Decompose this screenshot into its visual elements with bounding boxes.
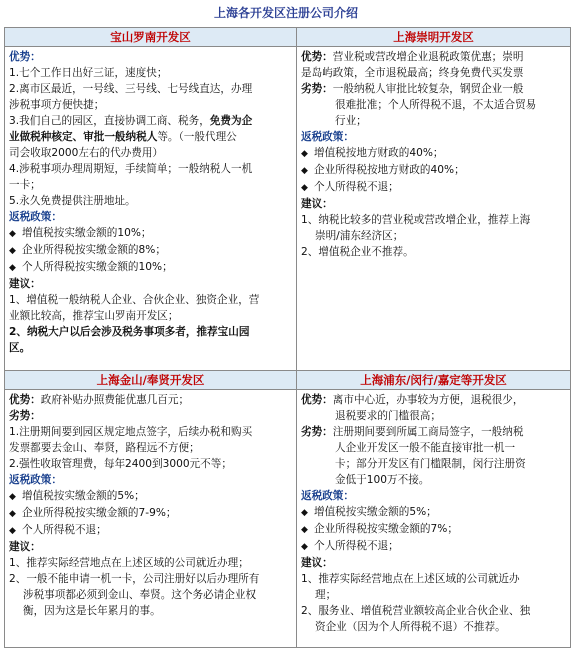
text: 企业所得税按实缴金额的7%； [314,523,458,535]
diamond-bullet-icon: ◆ [301,183,308,193]
disadvantage-item: 2.强性收取管理费，每年2400到3000元不等； [9,458,232,470]
suggestion-item: 2、纳税大户以后会涉及税务事项多者，推荐宝山园 [9,326,250,338]
text: 个人所得税不退； [314,181,399,193]
disadvantage-item: 1.注册期间要到园区规定地点签字，后续办税和购买 [9,426,253,438]
text: 个人所得税不退； [314,540,399,552]
panel-body [297,47,570,260]
suggestion-heading: 建议： [301,557,333,569]
advantage-line [9,392,292,408]
panel-title: 上海崇明开发区 [297,28,570,47]
advantage-item: 司会收取2000左右的代办费用） [9,147,164,159]
panel-title: 宝山罗南开发区 [5,28,296,47]
diamond-bullet-icon: ◆ [301,525,308,535]
text: 个人所得税不退； [22,524,107,536]
diamond-bullet-icon: ◆ [9,509,16,519]
diamond-bullet-icon: ◆ [301,508,308,518]
suggestion-item: 业额比较高，推荐宝山罗南开发区； [9,310,179,322]
diamond-bullet-icon: ◆ [9,492,16,502]
suggestion-heading: 建议： [9,541,41,553]
advantage-line [301,49,566,65]
suggestion-item: 2、增值税企业不推荐。 [301,246,414,258]
panel-pudong [297,371,571,648]
text: 一般纳税人审批比较复杂，钢贸企业一般 [332,83,524,95]
advantage-item: 2.离市区最近，一号线、三号线、七号线直达，办理 [9,83,253,95]
diamond-bullet-icon: ◆ [9,246,16,256]
text: 增值税按地方财政的40%； [314,147,444,159]
disadvantage-item: 发票都要去金山、奉贤，路程远不方便； [9,442,200,454]
advantage-line [301,392,566,408]
panel-chongming [297,28,571,371]
rebate-heading: 返税政策： [9,211,62,223]
advantage-item: 1.七个工作日出好三证，速度快； [9,67,168,79]
text: 离市中心近，办事较为方便，退税很少， [332,394,524,406]
disadvantage-line: 很难批准；个人所得税不退，不太适合贸易 [335,99,537,111]
text: 注册期间要到所属工商局签字，一般纳税 [332,426,524,438]
panel-baoshan [5,28,297,371]
disadvantages-heading: 劣势： [9,410,41,422]
rebate-heading: 返税政策： [301,131,354,143]
suggestion-heading: 建议： [9,278,41,290]
suggestion-item: 衡，因为这是长年累月的事。 [23,605,161,617]
panel-body [297,390,570,635]
rebate-item [9,488,292,505]
advantages-label: 优势： [9,394,41,406]
rebate-item [301,538,566,555]
page-title: 上海各开发区注册公司介绍 [0,0,572,27]
disadvantage-line [301,424,566,440]
rebate-heading: 返税政策： [9,474,62,486]
panel-title: 上海浦东/闵行/嘉定等开发区 [297,371,570,390]
suggestion-item: 区。 [9,342,31,354]
suggestion-item: 涉税事项都必须到金山、奉贤。这个务必请企业权 [23,589,257,601]
text: 增值税按实缴金额的5%； [314,506,437,518]
text: 增值税按实缴金额的10%； [22,227,152,239]
text: 增值税按实缴金额的5%； [22,490,145,502]
panel-body [5,390,296,619]
advantage-item [9,129,292,145]
disadvantage-line: 金低于100万不接。 [335,474,430,486]
suggestion-item: 1、纳税比较多的营业税或营改增企业，推荐上海 [301,214,531,226]
suggestion-item: 理； [315,589,337,601]
diamond-bullet-icon: ◆ [9,229,16,239]
suggestion-item: 2、一般不能申请一机一卡，公司注册好以后办理所有 [9,573,260,585]
advantage-item: 5.永久免费提供注册地址。 [9,195,136,207]
diamond-bullet-icon: ◆ [9,526,16,536]
rebate-item [301,145,566,162]
panel-body [5,47,296,356]
advantages-label: 优势： [301,51,333,63]
rebate-item [301,521,566,538]
advantage-item: 涉税事项方便快捷； [9,99,105,111]
diamond-bullet-icon: ◆ [301,149,308,159]
advantage-item: 一卡； [9,179,41,191]
rebate-item [301,179,566,196]
suggestion-item: 1、推荐实际经营地点在上述区域的公司就近办 [301,573,520,585]
suggestion-item: 1、推荐实际经营地点在上述区域的公司就近办理； [9,557,249,569]
panel-title: 上海金山/奉贤开发区 [5,371,296,390]
rebate-item [301,162,566,179]
diamond-bullet-icon: ◆ [9,263,16,273]
suggestion-item: 崇明/浦东经济区； [315,230,404,242]
rebate-item [9,522,292,539]
suggestion-heading: 建议： [301,198,333,210]
text: 企业所得税按实缴金额的8%； [22,244,166,256]
suggestion-item: 1、增值税一般纳税人企业、合伙企业、独资企业，营 [9,294,260,306]
rebate-item [9,505,292,522]
disadvantage-line: 卡；部分开发区有门槛限制，闵行注册资 [335,458,526,470]
disadvantages-label: 劣势： [301,426,333,438]
text: 营业税或营改增企业退税政策优惠；崇明 [332,51,524,63]
disadvantage-line: 人企业开发区一般不能直接审批一机一 [335,442,516,454]
advantage-item: 4.涉税事项办理周期短，手续简单；一般纳税人一机 [9,163,253,175]
advantage-item [9,113,292,129]
diamond-bullet-icon: ◆ [301,166,308,176]
text: 3.我们自己的园区，直接协调工商、税务， [9,115,210,127]
advantage-line: 是岛屿政策，全市退税最高；终身免费代买发票 [301,67,524,79]
rebate-item [9,225,292,242]
advantage-line: 退税要求的门槛很高； [335,410,441,422]
rebate-item [9,259,292,276]
advantages-heading: 优势： [9,51,41,63]
emphasis-text: 业做税种核定、审批一般纳税人 [9,131,158,143]
disadvantage-line: 行业； [335,115,367,127]
panel-jinshan [5,371,297,648]
zones-table [4,27,571,648]
text: 政府补贴办照费能优惠几百元； [40,394,190,406]
text: 企业所得税按实缴金额的7-9%； [22,507,177,519]
rebate-item [301,504,566,521]
rebate-item [9,242,292,259]
emphasis-text: 免费为企 [209,115,253,127]
text: 个人所得税按实缴金额的10%； [22,261,173,273]
suggestion-item: 资企业（因为个人所得税不退）不推荐。 [315,621,506,633]
text: 等。（一般代理公 [157,131,237,143]
text: 企业所得税按地方财政的40%； [314,164,465,176]
diamond-bullet-icon: ◆ [301,542,308,552]
disadvantages-label: 劣势： [301,83,333,95]
suggestion-item: 2、服务业、增值税营业额较高企业合伙企业、独 [301,605,531,617]
disadvantage-line [301,81,566,97]
rebate-heading: 返税政策： [301,490,354,502]
advantages-label: 优势： [301,394,333,406]
